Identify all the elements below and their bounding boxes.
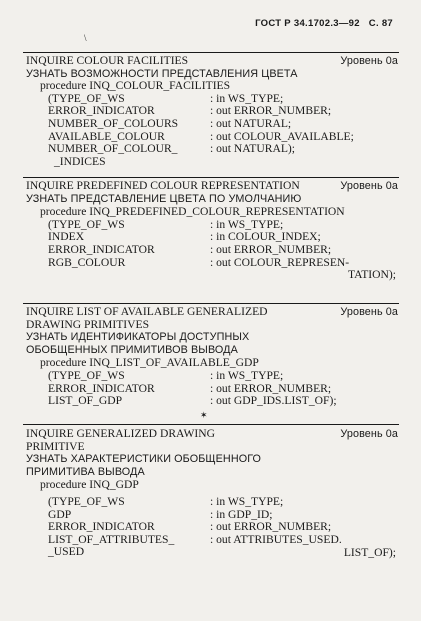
title-ru: УЗНАТЬ ПРЕДСТАВЛЕНИЕ ЦВЕТА ПО УМОЛЧАНИЮ <box>26 192 302 205</box>
level-label: Уровень 0а <box>340 55 398 67</box>
param-value: : out ERROR_NUMBER; <box>210 520 332 534</box>
title-ru: УЗНАТЬ ВОЗМОЖНОСТИ ПРЕДСТАВЛЕНИЯ ЦВЕТА <box>26 67 298 80</box>
param-value: : out COLOUR_AVAILABLE; <box>210 129 354 143</box>
param-value: : in WS_TYPE; <box>210 368 284 382</box>
section-available-gdp <box>26 306 398 408</box>
param-name: (TYPE_OF_WS <box>48 368 125 382</box>
param-value: : out NATURAL); <box>210 142 296 156</box>
scan-mark-icon: \ <box>84 33 87 43</box>
page-header <box>249 18 393 29</box>
title-en: INQUIRE COLOUR FACILITIES <box>26 54 189 67</box>
param-row <box>48 118 398 131</box>
param-name: LIST_OF_GDP <box>48 394 123 408</box>
param-name: INDEX <box>48 230 85 244</box>
procedure-name: procedure INQ_PREDEFINED_COLOUR_REPRESENTATION <box>40 205 345 219</box>
param-continuation: TATION); <box>347 268 396 282</box>
param-name: ERROR_INDICATOR <box>48 520 155 534</box>
param-row <box>48 395 398 408</box>
param-name: _INDICES <box>54 154 106 168</box>
param-row <box>48 257 398 270</box>
param-value: : out GDP_IDS.LIST_OF); <box>210 394 337 408</box>
param-value: : in WS_TYPE; <box>210 494 284 508</box>
param-row <box>48 521 398 534</box>
param-name: ERROR_INDICATOR <box>48 104 155 118</box>
param-value: : in WS_TYPE; <box>210 217 284 231</box>
section-divider <box>23 424 399 425</box>
title-en: INQUIRE GENERALIZED DRAWING PRIMITIVE <box>26 427 216 453</box>
level-label: Уровень 0а <box>340 306 398 318</box>
title-ru: УЗНАТЬ ХАРАКТЕРИСТИКИ ОБОБЩЕННОГО ПРИМИТИВА ВЫВОДА <box>26 453 262 478</box>
section-title <box>26 180 398 193</box>
param-name: GDP <box>48 507 72 521</box>
procedure-name: procedure INQ_GDP <box>40 478 139 492</box>
title-ru: УЗНАТЬ ИДЕНТИФИКАТОРЫ ДОСТУПНЫХ ОБОБЩЕННЫХ ПРИМИТИВОВ ВЫВОДА <box>26 331 250 356</box>
param-name: NUMBER_OF_COLOUR_ <box>48 142 178 156</box>
param-row <box>48 370 398 383</box>
section-colour-facilities <box>26 55 398 168</box>
param-name: NUMBER_OF_COLOURS <box>48 116 179 130</box>
param-name: (TYPE_OF_WS <box>48 494 125 508</box>
param-name: (TYPE_OF_WS <box>48 217 125 231</box>
section-inquire-gdp <box>26 428 398 560</box>
section-divider <box>23 303 399 304</box>
param-name: (TYPE_OF_WS <box>48 91 125 105</box>
param-name: ERROR_INDICATOR <box>48 381 155 395</box>
procedure-name: procedure INQ_COLOUR_FACILITIES <box>40 79 231 93</box>
param-value: : in GDP_ID; <box>210 507 273 521</box>
section-title <box>26 55 398 68</box>
param-continuation: LIST_OF); <box>343 545 396 559</box>
param-value <box>216 156 398 169</box>
param-row <box>48 156 398 169</box>
param-name: _USED <box>48 545 85 559</box>
param-row <box>48 143 398 156</box>
procedure-name: procedure INQ_LIST_OF_AVAILABLE_GDP <box>40 356 259 370</box>
param-value: : out ATTRIBUTES_USED. <box>210 532 342 546</box>
param-value: : out NATURAL; <box>210 116 292 130</box>
standard-number: ГОСТ Р 34.1702.3—92 <box>255 18 360 29</box>
param-row <box>48 244 398 257</box>
param-name: LIST_OF_ATTRIBUTES_ <box>48 532 175 546</box>
level-label: Уровень 0а <box>340 428 398 440</box>
section-title <box>26 428 398 453</box>
section-predefined-colour <box>26 180 398 282</box>
param-row <box>48 496 398 509</box>
param-value: : in COLOUR_INDEX; <box>210 230 321 244</box>
param-value: : out COLOUR_REPRESEN- <box>210 255 350 269</box>
param-row <box>48 534 398 547</box>
level-label: Уровень 0а <box>340 180 398 192</box>
param-name: ERROR_INDICATOR <box>48 242 155 256</box>
title-en: INQUIRE PREDEFINED COLOUR REPRESENTATION <box>26 179 300 192</box>
param-value: : out ERROR_NUMBER; <box>210 104 332 118</box>
page-number: С. 87 <box>368 18 393 29</box>
section-divider <box>23 177 399 178</box>
param-value: : in WS_TYPE; <box>210 91 284 105</box>
scan-mark-icon: ✶ <box>200 410 208 420</box>
param-name: AVAILABLE_COLOUR <box>48 129 165 143</box>
section-divider <box>23 52 399 53</box>
param-name: RGB_COLOUR <box>48 255 126 269</box>
param-value: : out ERROR_NUMBER; <box>210 242 332 256</box>
param-value: : out ERROR_NUMBER; <box>210 381 332 395</box>
section-title <box>26 306 398 331</box>
title-en: INQUIRE LIST OF AVAILABLE GENERALIZED DRAWING PRIMITIVES <box>26 305 268 331</box>
